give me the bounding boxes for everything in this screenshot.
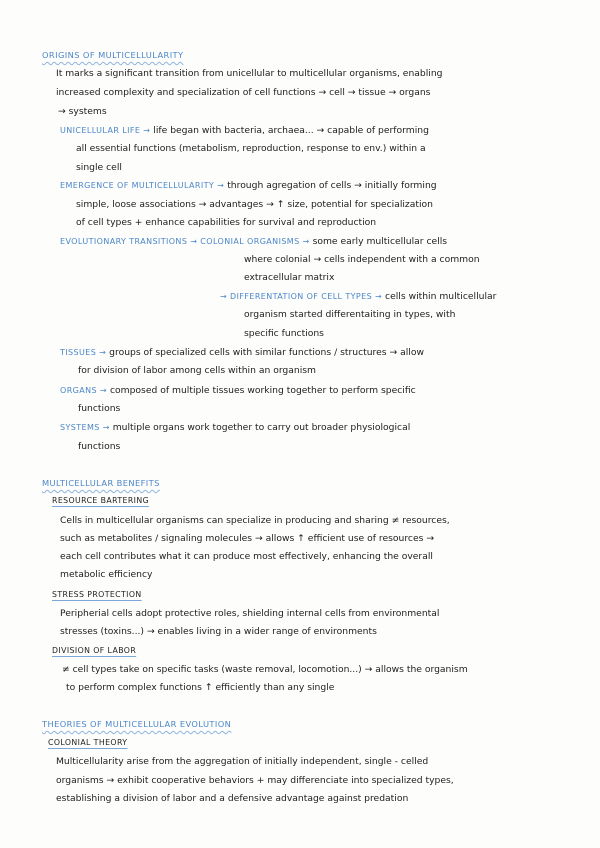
subtitle-resource-bartering: RESOURCE BARTERING: [52, 496, 150, 505]
tissues-text: groups of specialized cells with similar functions / structures → allow: [109, 347, 424, 358]
colonial-line-3: establishing a division of labor and a defensive advantage against predation: [56, 793, 409, 804]
section-title-origins: ORIGINS OF MULTICELLULARITY: [42, 50, 184, 60]
emergence-line-1: [60, 180, 437, 192]
colonial-line-2: organisms → exhibit cooperative behaviors + may differenciate into specialized types,: [56, 775, 454, 786]
stress-line-2: stresses (toxins...) → enables living in a wider range of environments: [60, 626, 377, 637]
systems-line-2: functions: [78, 441, 121, 452]
emergence-line-2: simple, loose associations → advantages → ↑ size, potential for specialization: [76, 199, 433, 210]
differentiation-text: cells within multicellular: [385, 291, 497, 302]
term-systems: SYSTEMS →: [60, 423, 110, 432]
labor-line-1: ≠ cell types take on specific tasks (waste removal, locomotion...) → allows the organism: [62, 664, 468, 675]
differentiation-line-3: specific functions: [244, 328, 324, 339]
labor-line-2: to perform complex functions ↑ efficiently than any single: [66, 682, 335, 693]
unicellular-line-3: single cell: [76, 162, 122, 173]
term-differentiation: → DIFFERENTATION OF CELL TYPES →: [220, 292, 383, 301]
evolutionary-line-2: where colonial → cells independent with a common: [244, 254, 480, 265]
systems-text: multiple organs work together to carry out broader physiological: [112, 422, 411, 433]
term-organs: ORGANS →: [60, 386, 108, 395]
unicellular-text: life began with bacteria, archaea... → capable of performing: [153, 125, 429, 136]
term-unicellular: UNICELLULAR LIFE →: [60, 126, 151, 135]
section-title-theories: THEORIES OF MULTICELLULAR EVOLUTION: [42, 719, 232, 729]
resource-line-1: Cells in multicellular organisms can specialize in producing and sharing ≠ resources,: [60, 515, 450, 526]
evolutionary-line-3: extracellular matrix: [244, 272, 335, 283]
subtitle-division-of-labor: DIVISION OF LABOR: [52, 646, 137, 655]
emergence-text: through agregation of cells → initially forming: [227, 180, 437, 191]
organs-line-1: [60, 385, 416, 397]
organs-line-2: functions: [78, 403, 121, 414]
unicellular-line-1: [60, 125, 429, 137]
stress-line-1: Peripherial cells adopt protective roles, shielding internal cells from environmental: [60, 608, 440, 619]
evolutionary-text: some early multicellular cells: [312, 236, 448, 247]
origins-intro-line-1: It marks a significant transition from unicellular to multicellular organisms, enabling: [56, 68, 443, 79]
term-evolutionary: EVOLUTIONARY TRANSITIONS → COLONIAL ORGANISMS →: [60, 237, 310, 246]
differentiation-line-2: organism started differentaiting in types, with: [244, 309, 456, 320]
differentiation-line-1: [220, 291, 496, 303]
subtitle-colonial-theory: COLONIAL THEORY: [48, 738, 128, 747]
evolutionary-line-1: [60, 236, 447, 248]
origins-intro-line-3: → systems: [58, 106, 107, 117]
section-title-benefits: MULTICELLULAR BENEFITS: [42, 478, 160, 488]
origins-intro-line-2: increased complexity and specialization of cell functions → cell → tissue → organs: [56, 87, 431, 98]
tissues-line-1: [60, 347, 424, 359]
emergence-line-3: of cell types + enhance capabilities for survival and reproduction: [76, 217, 377, 228]
tissues-line-2: for division of labor among cells within an organism: [78, 365, 317, 376]
term-tissues: TISSUES →: [60, 348, 107, 357]
resource-line-3: each cell contributes what it can produce most effectively, enhancing the overall: [60, 551, 433, 562]
organs-text: composed of multiple tissues working together to perform specific: [109, 385, 416, 396]
systems-line-1: [60, 422, 410, 434]
colonial-line-1: Multicellularity arise from the aggregation of initially independent, single - celled: [56, 756, 429, 767]
unicellular-line-2: all essential functions (metabolism, reproduction, response to env.) within a: [76, 143, 426, 154]
term-emergence: EMERGENCE OF MULTICELLULARITY →: [60, 181, 225, 190]
resource-line-2: such as metabolites / signaling molecules → allows ↑ efficient use of resources →: [60, 533, 435, 544]
subtitle-stress-protection: STRESS PROTECTION: [52, 590, 142, 599]
resource-line-4: metabolic efficiency: [60, 569, 153, 580]
